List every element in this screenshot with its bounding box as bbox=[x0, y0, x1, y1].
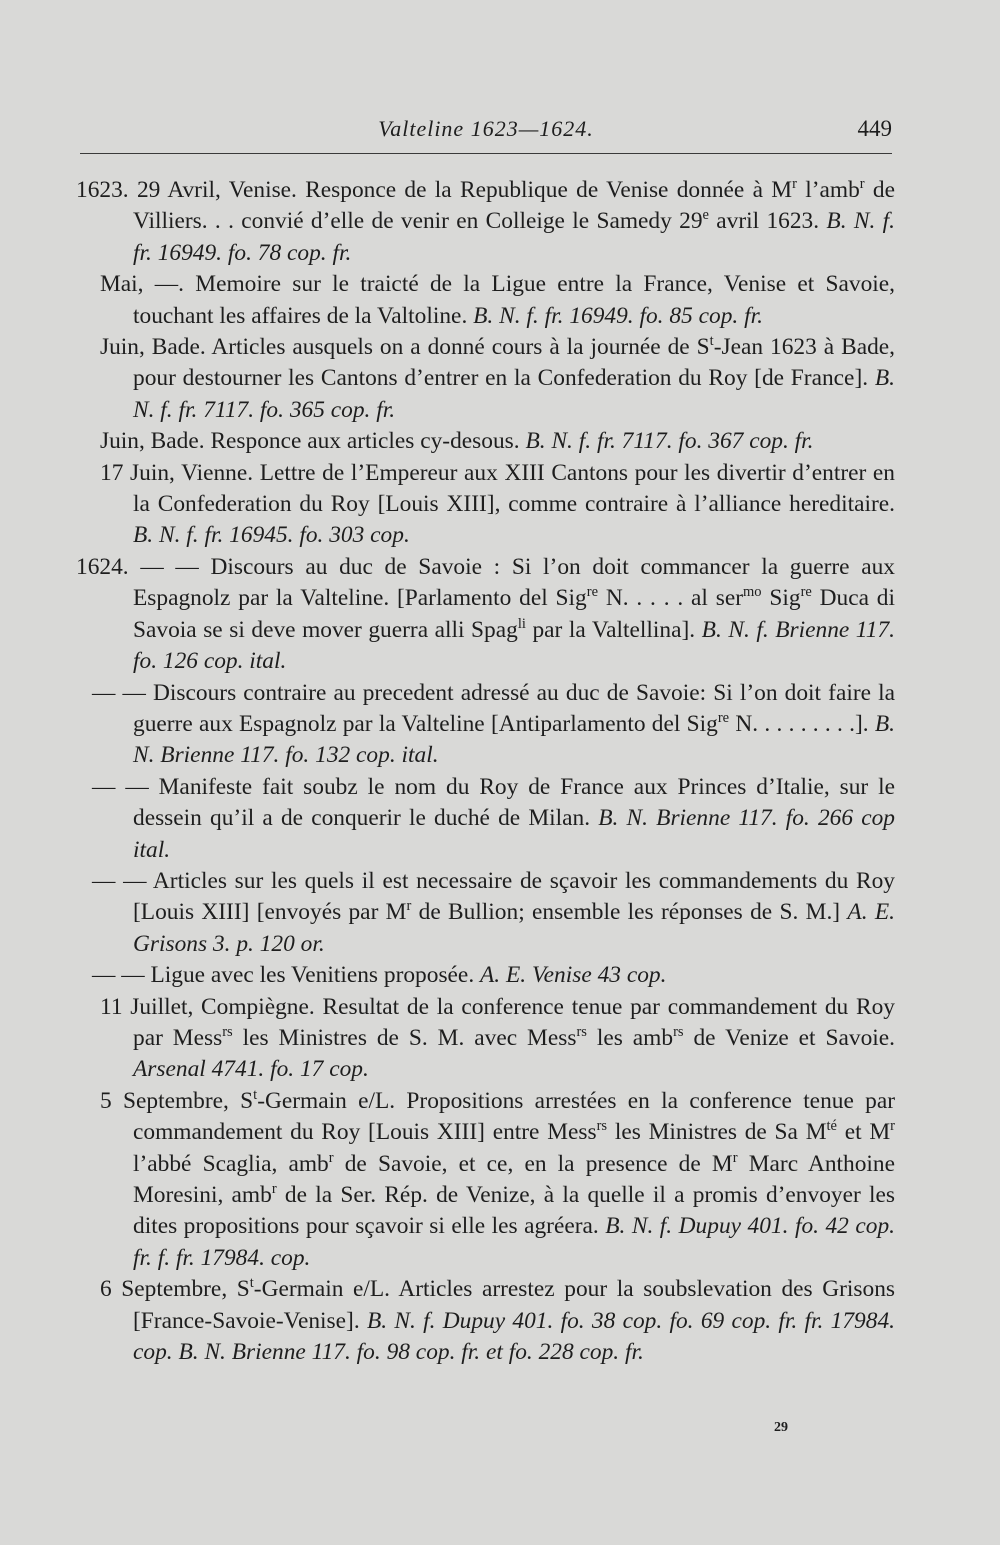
entry-text: de Savoie, et ce, en la presence de M bbox=[333, 1150, 733, 1177]
running-title: Valteline 1623—1624. bbox=[378, 116, 594, 141]
document-entries bbox=[76, 175, 896, 1368]
entry-superscript: rs bbox=[576, 1023, 587, 1040]
entry-text: les Ministres de S. M. avec Mess bbox=[232, 1024, 577, 1051]
entry-reference: Arsenal 4741. fo. 17 cop. bbox=[133, 1056, 369, 1083]
entry-text: -Germain e/L. Articles arrestez pour la soubslevation des Grisons [France-Savoie-Venise]. bbox=[133, 1276, 895, 1334]
entry-text: l’abbé Scaglia, amb bbox=[133, 1150, 329, 1177]
entry-text: avril 1623. bbox=[708, 208, 827, 235]
entry-superscript: r bbox=[792, 176, 797, 193]
document-entry bbox=[100, 992, 895, 1086]
entry-reference: B. N. f. Brienne 117. fo. 126 cop. ital. bbox=[133, 616, 896, 675]
entry-reference: B. N. f. Dupuy 401. fo. 38 cop. fo. 69 cop. fr. fr. 17984. cop. B. N. Brienne 117. fo. 98 cop. fr. et fo. 228 cop. fr. bbox=[133, 1307, 895, 1366]
entry-superscript: r bbox=[328, 1149, 334, 1166]
running-head bbox=[80, 116, 892, 150]
entry-superscript: t bbox=[709, 333, 714, 350]
entry-text: — — Discours contraire au precedent adressé au duc de Savoie: Si l’on doit faire la guerre aux Espagnolz par la Valteline [Antiparlamento del Sig bbox=[92, 679, 895, 737]
entry-text: de Bullion; ensemble les réponses de S. M.] bbox=[411, 899, 848, 926]
entry-reference: A. E. Venise 43 cop. bbox=[480, 962, 667, 989]
entry-superscript: r bbox=[859, 176, 865, 193]
entry-reference: B. N. Brienne 117. fo. 266 cop ital. bbox=[133, 805, 895, 863]
entry-text: 11 Juillet, Compiègne. Resultat de la conference tenue par commandement du Roy par Mess bbox=[100, 993, 895, 1051]
entry-superscript: e bbox=[702, 207, 709, 224]
entry-year: 1624. bbox=[76, 553, 141, 580]
document-entry bbox=[92, 866, 895, 960]
entry-text: 5 Septembre, S bbox=[100, 1087, 254, 1114]
entry-superscript: rs bbox=[673, 1023, 684, 1040]
entry-text: de Villiers. . . convié d’elle de venir en Colleige le Samedy 29 bbox=[133, 177, 895, 235]
entry-reference: A. E. Grisons 3. p. 120 or. bbox=[133, 899, 895, 957]
entry-text: — — Discours au duc de Savoie : Si l’on doit commancer la guerre aux Espagnolz par la Valteline. [Parlamento del Sig bbox=[133, 553, 896, 612]
entry-superscript: rs bbox=[222, 1023, 233, 1040]
document-entry bbox=[100, 426, 895, 457]
entry-superscript: li bbox=[517, 615, 526, 632]
entry-year: 1623. bbox=[76, 177, 137, 203]
document-entry bbox=[76, 552, 895, 678]
entry-text: les amb bbox=[586, 1024, 674, 1051]
document-entry bbox=[92, 678, 895, 772]
document-entry bbox=[100, 1086, 895, 1274]
entry-text: 29 Avril, Venise. Responce de la Republique de Venise donnée à M bbox=[136, 177, 793, 203]
page-number: 449 bbox=[857, 116, 892, 141]
entry-text: Mai, —. Memoire sur le traicté de la Ligue entre la France, Venise et Savoie, touchant les affaires de la Valtoline. bbox=[100, 271, 895, 329]
entry-superscript: t bbox=[253, 1086, 258, 1103]
entry-superscript: t bbox=[249, 1275, 254, 1292]
entry-text: -Jean 1623 à Bade, pour destourner les Cantons d’entrer en la Confederation du Roy [de France]. bbox=[133, 334, 896, 392]
entry-reference: B. N. f. fr. 7117. fo. 367 cop. fr. bbox=[525, 428, 814, 455]
entry-text: -Germain e/L. Propositions arrestées en la conference tenue par commandement du Roy [Louis XIII] entre Mess bbox=[133, 1087, 895, 1146]
entry-superscript: r bbox=[732, 1149, 738, 1166]
entry-text: Juin, Bade. Responce aux articles cy-desous. bbox=[100, 428, 526, 455]
entry-superscript: r bbox=[406, 898, 412, 915]
entry-reference: B. N. Brienne 117. fo. 132 cop. ital. bbox=[133, 710, 895, 769]
entry-superscript: té bbox=[826, 1118, 837, 1135]
entry-text: de Venize et Savoie. bbox=[683, 1024, 895, 1051]
entry-superscript: re bbox=[717, 709, 730, 726]
entry-text: — — Ligue avec les Venitiens proposée. bbox=[92, 962, 481, 989]
entry-superscript: re bbox=[800, 584, 812, 601]
entry-text: par la Valtellina]. bbox=[525, 616, 702, 643]
entry-text: — — Articles sur les quels il est necessaire de sçavoir les commandements du Roy [Louis XIII] [envoyés par M bbox=[92, 867, 895, 926]
entry-superscript: r bbox=[890, 1118, 896, 1135]
document-entry bbox=[92, 960, 895, 991]
entry-superscript: rs bbox=[596, 1118, 608, 1135]
entry-text: de la Ser. Rép. de Venize, à la quelle il a promis d’envoyer les dites propositions pour sçavoir si elle les agréera. bbox=[133, 1182, 895, 1240]
entry-text: 6 Septembre, S bbox=[100, 1276, 250, 1303]
entry-reference: B. N. f. fr. 16949. fo. 85 cop. fr. bbox=[473, 302, 763, 329]
entry-text: Sig bbox=[761, 585, 801, 612]
entry-superscript: re bbox=[586, 584, 598, 601]
document-entry bbox=[92, 772, 895, 866]
document-entry bbox=[100, 332, 895, 426]
document-entry bbox=[100, 269, 895, 332]
entry-text: 17 Juin, Vienne. Lettre de l’Empereur aux XIII Cantons pour les divertir d’entrer en la Confederation du Roy [Louis XIII], comme contraire à l’alliance hereditaire. bbox=[100, 459, 895, 518]
entry-text: et M bbox=[836, 1119, 891, 1146]
entry-text: l’amb bbox=[796, 177, 860, 203]
document-entry bbox=[100, 1274, 895, 1368]
signature-mark: 29 bbox=[774, 1420, 788, 1435]
document-entry bbox=[100, 458, 895, 552]
entry-text: Juin, Bade. Articles ausquels on a donné cours à la journée de S bbox=[100, 334, 710, 361]
entry-text: N. . . . . al ser bbox=[598, 585, 743, 612]
entry-reference: B. N. f. fr. 7117. fo. 365 cop. fr. bbox=[133, 365, 895, 423]
entry-text: Marc Anthoine Moresini, amb bbox=[133, 1150, 896, 1208]
entry-reference: B. N. f. fr. 16945. fo. 303 cop. bbox=[133, 522, 410, 549]
header-rule bbox=[80, 153, 892, 154]
entry-superscript: mo bbox=[743, 584, 762, 601]
entry-text: — — Manifeste fait soubz le nom du Roy de France aux Princes d’Italie, sur le dessein qu’il a de conquerir le duché de Milan. bbox=[92, 773, 895, 832]
entry-reference: B. N. f. fr. 16949. fo. 78 cop. fr. bbox=[133, 208, 895, 266]
entry-superscript: r bbox=[271, 1181, 277, 1198]
entry-text: N. . . . . . . . .]. bbox=[729, 710, 875, 737]
document-entry bbox=[76, 175, 895, 269]
entry-text: Duca di Savoia se si deve mover guerra alli Spag bbox=[133, 585, 896, 643]
entry-text: les Ministres de Sa M bbox=[607, 1119, 827, 1146]
entry-reference: B. N. f. Dupuy 401. fo. 42 cop. fr. f. fr. 17984. cop. bbox=[133, 1213, 895, 1271]
